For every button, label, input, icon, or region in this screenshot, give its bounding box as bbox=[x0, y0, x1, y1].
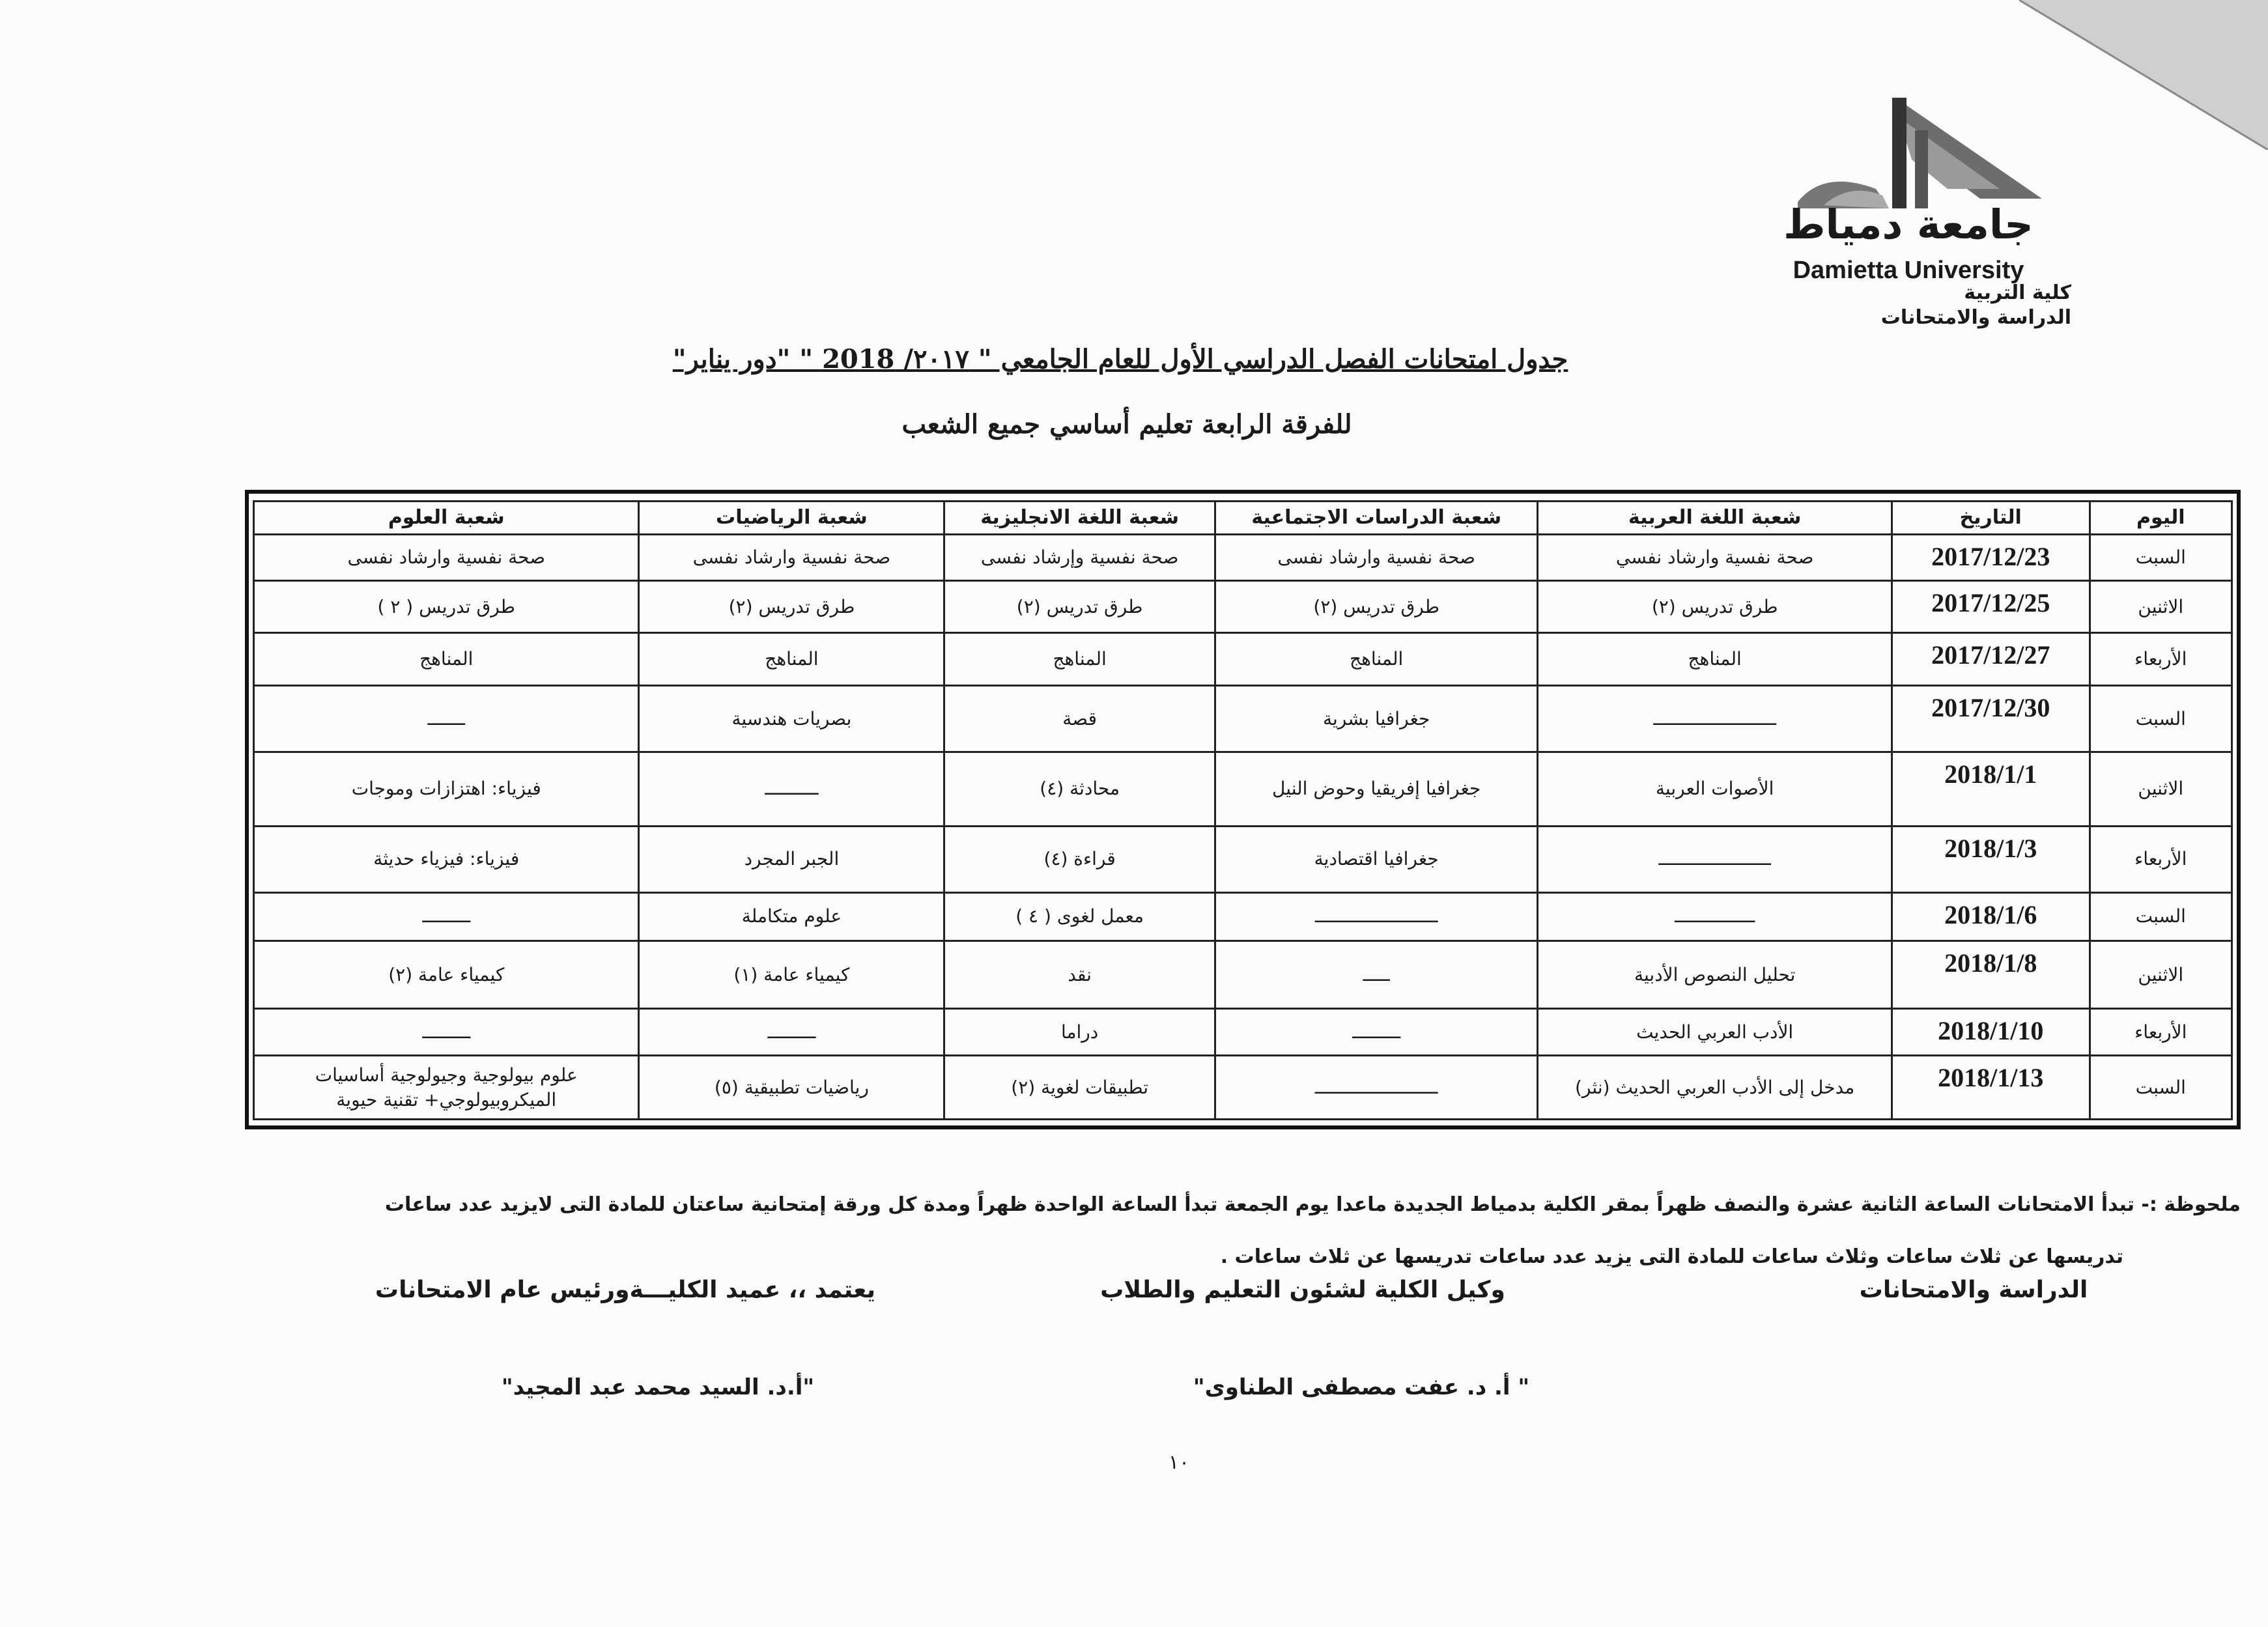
date-cell: 2017/12/27 bbox=[1892, 633, 2090, 686]
english-cell: قصة bbox=[944, 686, 1215, 752]
science-cell: كيمياء عامة (٢) bbox=[254, 941, 639, 1009]
table-header-row bbox=[254, 502, 2232, 535]
table-row bbox=[254, 633, 2232, 686]
social-cell: صحة نفسية وارشاد نفسى bbox=[1215, 535, 1538, 581]
exam-note bbox=[287, 1179, 2241, 1283]
department-name: الدراسة والامتحانات bbox=[1880, 306, 2071, 329]
note-line-1: ملحوظة :- تبدأ الامتحانات الساعة الثانية عشرة والنصف ظهراً بمقر الكلية بدمياط الجديدة ماعدا يوم الجمعة تبدأ الساعة الواحدة ظهراً ومدة كل ورقة إمتحانية ساعتان للمادة التى لايزيد عدد ساعات bbox=[384, 1193, 2241, 1216]
date-cell: 2018/1/3 bbox=[1892, 826, 2090, 892]
math-cell: ـــــــــ bbox=[639, 1008, 944, 1056]
signature-dean: يعتمد ،، عميد الكليـــةورئيس عام الامتحانات bbox=[375, 1277, 876, 1303]
social-cell: جغرافيا اقتصادية bbox=[1215, 826, 1538, 892]
science-cell: فيزياء: اهتزازات وموجات bbox=[254, 752, 639, 826]
day-cell: السبت bbox=[2090, 1056, 2232, 1120]
day-cell: السبت bbox=[2090, 686, 2232, 752]
header-science: شعبة العلوم bbox=[254, 502, 639, 535]
table-row bbox=[254, 941, 2232, 1009]
math-cell: ــــــــــ bbox=[639, 752, 944, 826]
social-cell: جغرافيا بشرية bbox=[1215, 686, 1538, 752]
faculty-name: كلية التربية bbox=[1964, 281, 2071, 304]
header-arabic: شعبة اللغة العربية bbox=[1538, 502, 1892, 535]
day-cell: السبت bbox=[2090, 892, 2232, 941]
science-cell: صحة نفسية وارشاد نفسى bbox=[254, 535, 639, 581]
science-cell: ـــــــ bbox=[254, 686, 639, 752]
table-row bbox=[254, 580, 2232, 633]
math-cell: بصريات هندسية bbox=[639, 686, 944, 752]
day-cell: الأربعاء bbox=[2090, 633, 2232, 686]
table-row bbox=[254, 535, 2232, 581]
english-cell: دراما bbox=[944, 1008, 1215, 1056]
university-name-english: Damietta University bbox=[1793, 257, 2024, 284]
science-cell: المناهج bbox=[254, 633, 639, 686]
date-cell: 2017/12/25 bbox=[1892, 580, 2090, 633]
english-cell: تطبيقات لغوية (٢) bbox=[944, 1056, 1215, 1120]
date-cell: 2018/1/13 bbox=[1892, 1056, 2090, 1120]
math-cell: طرق تدريس (٢) bbox=[639, 580, 944, 633]
table-row bbox=[254, 826, 2232, 892]
math-cell: الجبر المجرد bbox=[639, 826, 944, 892]
day-cell: الاثنين bbox=[2090, 752, 2232, 826]
note-line-2: تدريسها عن ثلاث ساعات وثلاث ساعات للمادة التى يزيد عدد ساعات تدريسها عن ثلاث ساعات . bbox=[1220, 1245, 2123, 1268]
science-cell: فيزياء: فيزياء حديثة bbox=[254, 826, 639, 892]
arabic-cell: مدخل إلى الأدب العربي الحديث (نثر) bbox=[1538, 1056, 1892, 1120]
header-date: التاريخ bbox=[1892, 502, 2090, 535]
math-cell: علوم متكاملة bbox=[639, 892, 944, 941]
day-cell: الأربعاء bbox=[2090, 826, 2232, 892]
social-cell: المناهج bbox=[1215, 633, 1538, 686]
vice-dean-name: " أ. د. عفت مصطفى الطناوى" bbox=[1193, 1374, 1530, 1400]
social-cell: ـــــــــ bbox=[1215, 1008, 1538, 1056]
day-cell: الأربعاء bbox=[2090, 1008, 2232, 1056]
science-cell: ـــــــــ bbox=[254, 892, 639, 941]
social-cell: ـــــــــــــــــــــــ bbox=[1215, 1056, 1538, 1120]
header-day: اليوم bbox=[2090, 502, 2232, 535]
arabic-cell: طرق تدريس (٢) bbox=[1538, 580, 1892, 633]
arabic-cell: الأصوات العربية bbox=[1538, 752, 1892, 826]
table-row bbox=[254, 892, 2232, 941]
header-social: شعبة الدراسات الاجتماعية bbox=[1215, 502, 1538, 535]
english-cell: نقد bbox=[944, 941, 1215, 1009]
english-cell: معمل لغوى ( ٤ ) bbox=[944, 892, 1215, 941]
header-math: شعبة الرياضيات bbox=[639, 502, 944, 535]
english-cell: المناهج bbox=[944, 633, 1215, 686]
social-cell: ـــــ bbox=[1215, 941, 1538, 1009]
day-cell: السبت bbox=[2090, 535, 2232, 581]
table-row bbox=[254, 686, 2232, 752]
math-cell: كيمياء عامة (١) bbox=[639, 941, 944, 1009]
math-cell: المناهج bbox=[639, 633, 944, 686]
social-cell: جغرافيا إفريقيا وحوض النيل bbox=[1215, 752, 1538, 826]
table-row bbox=[254, 752, 2232, 826]
social-cell: ـــــــــــــــــــــــ bbox=[1215, 892, 1538, 941]
date-cell: 2018/1/6 bbox=[1892, 892, 2090, 941]
day-cell: الاثنين bbox=[2090, 941, 2232, 1009]
signature-vice-dean: وكيل الكلية لشئون التعليم والطلاب bbox=[1100, 1277, 1505, 1303]
arabic-cell: الأدب العربي الحديث bbox=[1538, 1008, 1892, 1056]
page-subtitle: للفرقة الرابعة تعليم أساسي جميع الشعب bbox=[901, 409, 1352, 440]
arabic-cell: ـــــــــــــــ bbox=[1538, 892, 1892, 941]
page-number: ١٠ bbox=[1168, 1451, 1190, 1474]
table-row bbox=[254, 1008, 2232, 1056]
dean-name: "أ.د. السيد محمد عبد المجيد" bbox=[501, 1374, 815, 1400]
english-cell: محادثة (٤) bbox=[944, 752, 1215, 826]
exam-schedule-table bbox=[245, 490, 2241, 1129]
date-cell: 2018/1/10 bbox=[1892, 1008, 2090, 1056]
english-cell: طرق تدريس (٢) bbox=[944, 580, 1215, 633]
arabic-cell: تحليل النصوص الأدبية bbox=[1538, 941, 1892, 1009]
arabic-cell: ـــــــــــــــــــــ bbox=[1538, 826, 1892, 892]
science-cell: طرق تدريس ( ٢ ) bbox=[254, 580, 639, 633]
science-cell: ـــــــــ bbox=[254, 1008, 639, 1056]
header-english: شعبة اللغة الانجليزية bbox=[944, 502, 1215, 535]
english-cell: قراءة (٤) bbox=[944, 826, 1215, 892]
page-title: جدول امتحانات الفصل الدراسي الأول للعام الجامعي " ٢٠١٧/ 2018 " "دور يناير" bbox=[672, 344, 1568, 375]
science-cell: علوم بيولوجية وجيولوجية أساسيات الميكروبيولوجي+ تقنية حيوية bbox=[254, 1056, 639, 1120]
math-cell: رياضيات تطبيقية (٥) bbox=[639, 1056, 944, 1120]
university-name-arabic: جامعة دمياط bbox=[1783, 201, 2034, 248]
date-cell: 2018/1/1 bbox=[1892, 752, 2090, 826]
table-row bbox=[254, 1056, 2232, 1120]
signature-dept: الدراسة والامتحانات bbox=[1859, 1277, 2088, 1303]
date-cell: 2018/1/8 bbox=[1892, 941, 2090, 1009]
math-cell: صحة نفسية وارشاد نفسى bbox=[639, 535, 944, 581]
english-cell: صحة نفسية وإرشاد نفسى bbox=[944, 535, 1215, 581]
arabic-cell: ـــــــــــــــــــــــ bbox=[1538, 686, 1892, 752]
social-cell: طرق تدريس (٢) bbox=[1215, 580, 1538, 633]
arabic-cell: المناهج bbox=[1538, 633, 1892, 686]
date-cell: 2017/12/30 bbox=[1892, 686, 2090, 752]
date-cell: 2017/12/23 bbox=[1892, 535, 2090, 581]
day-cell: الاثنين bbox=[2090, 580, 2232, 633]
arabic-cell: صحة نفسية وارشاد نفسي bbox=[1538, 535, 1892, 581]
